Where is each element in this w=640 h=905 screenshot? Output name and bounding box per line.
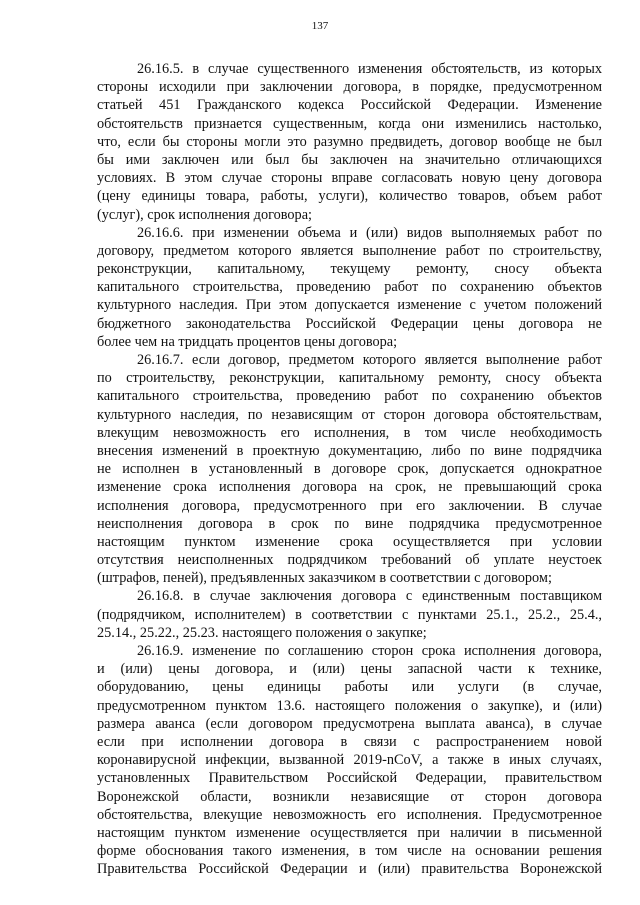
text-line: капитального строительства, проведению работ по сохранению объектов (97, 388, 602, 405)
text-line: форме обоснования такого изменения, в том числе на основании решения (97, 843, 602, 860)
text-line: предусмотренном пунктом 13.6. настоящего положения о закупке), и (или) (97, 697, 602, 714)
document-body (97, 60, 602, 878)
text-line: статьей 451 Гражданского кодекса Российской Федерации. Изменение (97, 97, 602, 114)
text-line: капитального строительства, проведению работ по сохранению объектов (97, 279, 602, 296)
paragraph-first-line: 26.16.6. при изменении объема и (или) видов выполняемых работ по (137, 224, 602, 241)
page-number: 137 (311, 20, 329, 32)
text-line: Воронежской области, возникли независящие от сторон договора (97, 788, 602, 805)
text-line: стороны исходили при заключении договора, в порядке, предусмотренном (97, 79, 602, 96)
text-line: обстоятельства, влекущие невозможность его исполнения. Предусмотренное (97, 806, 602, 823)
text-line: бюджетного законодательства Российской Федерации цены договора не (97, 315, 602, 332)
text-line: культурного наследия. При этом допускается изменение с учетом положений (97, 297, 602, 314)
text-line: 25.14., 25.22., 25.23. настоящего положения о закупке; (97, 624, 427, 641)
text-line: что, если бы стороны могли это разумно предвидеть, договор вообще не был (97, 133, 602, 150)
text-line: договору, предметом которого является выполнение работ по строительству, (97, 242, 602, 259)
text-line: неисполнения договора в срок по вине подрядчика предусмотренное (97, 515, 602, 532)
text-line: отсутствия неисполненных подрядчиком требований об уплате неустоек (97, 552, 602, 569)
text-line: и (или) цены договора, и (или) цены запасной части к технике, (97, 661, 602, 678)
text-line: (штрафов, пеней), предъявленных заказчиком в соответствии с договором; (97, 570, 552, 587)
paragraph-first-line: 26.16.8. в случае заключения договора с единственным поставщиком (137, 588, 602, 605)
text-line: размера аванса (если договором предусмотрена выплата аванса), в случае (97, 715, 602, 732)
text-line: бы ими заключен или был бы заключен на значительно отличающихся (97, 151, 602, 168)
paragraph-first-line: 26.16.9. изменение по соглашению сторон срока исполнения договора, (137, 643, 602, 659)
text-line: более чем на тридцать процентов цены договора; (97, 333, 398, 350)
text-line: не исполнен в установленный в договоре срок, допускается однократное (97, 461, 602, 478)
text-line: оборудованию, цены единицы работы или услуги (в случае, (97, 679, 602, 696)
text-line: Правительства Российской Федерации и (или) правительства Воронежской (97, 861, 602, 878)
text-line: (подрядчиком, исполнителем) в соответствии с пунктами 25.1., 25.2., 25.4., (97, 606, 602, 623)
text-line: обстоятельств признается существенным, когда они изменились настолько, (97, 115, 602, 132)
text-line: реконструкции, капитальному, текущему ремонту, сносу объекта (97, 261, 602, 278)
paragraph-first-line: 26.16.5. в случае существенного изменения обстоятельств, из которых (137, 61, 602, 77)
text-line: по строительству, реконструкции, капитальному ремонту, сносу объекта (97, 370, 602, 387)
text-line: (цену единицы товара, работы, услуги), количество товаров, объем работ (97, 188, 602, 205)
text-line: исполнения договора, предусмотренного при его заключении. В случае (97, 497, 602, 514)
text-line: настоящим пунктом изменение осуществляется при наличии в письменной (97, 824, 602, 841)
text-line: настоящим пунктом изменение срока осуществляется при условии (97, 533, 602, 550)
text-line: (услуг), срок исполнения договора; (97, 206, 313, 223)
paragraph-first-line: 26.16.7. если договор, предметом которого является выполнение работ (137, 352, 602, 368)
text-line: условиях. В этом случае стороны вправе согласовать новую цену договора (97, 170, 602, 187)
text-line: коронавирусной инфекции, вызванной 2019-nCoV, а также в иных случаях, (97, 752, 602, 769)
text-line: установленных Правительством Российской Федерации, правительством (97, 770, 602, 787)
text-line: изменение срока исполнения договора на срок, не превышающий срока (97, 479, 602, 496)
text-line: влекущим невозможность его исполнения, в том числе необходимость (97, 424, 602, 441)
text-line: если при исполнении договора в связи с распространением новой (97, 733, 602, 750)
text-line: внесения изменений в проектную документацию, либо по вине подрядчика (97, 442, 602, 459)
text-line: культурного наследия, по независящим от сторон договора обстоятельствам, (97, 406, 602, 423)
